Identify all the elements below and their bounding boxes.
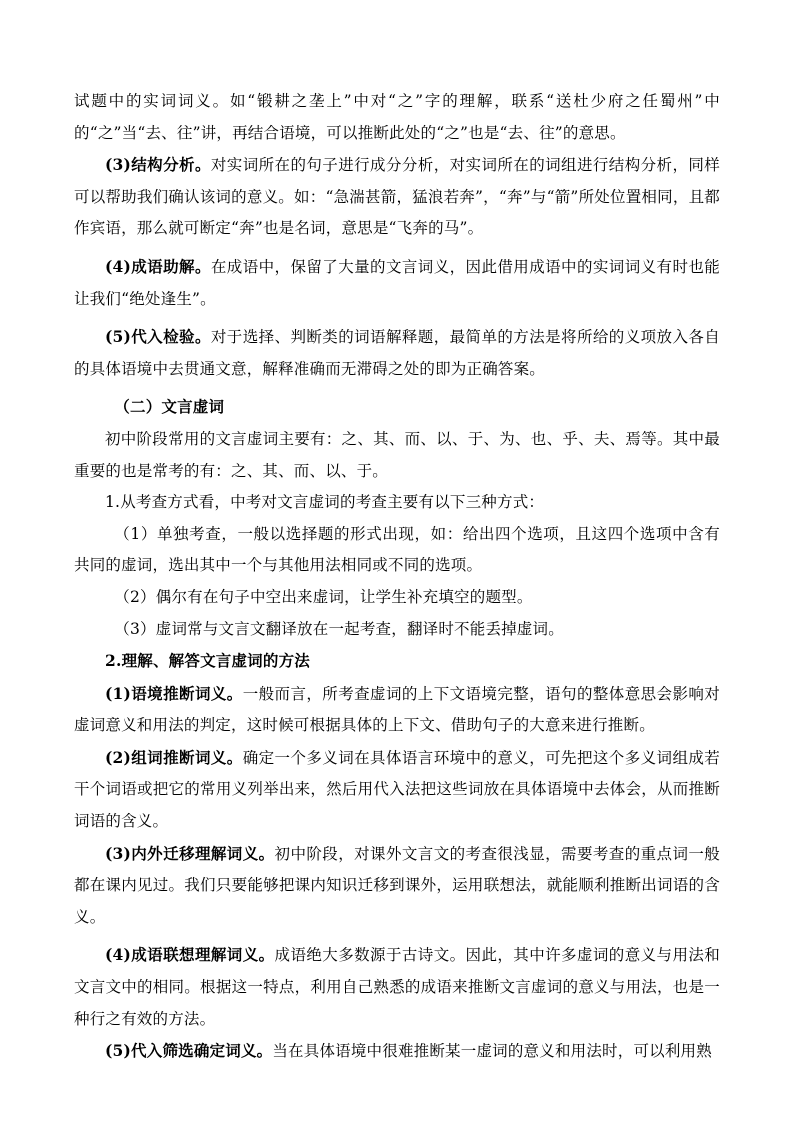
paragraph-text: 试题中的实词词义。如“锻耕之垄上”中对“之”字的理解，联系“送杜少府之任蜀州”中的“之”当“去、往”讲，再结合语境，可以推断此处的“之”也是“去、往”的意思。: [74, 92, 720, 142]
section-heading-understanding: [74, 645, 720, 678]
paragraph-exam-methods: [74, 487, 720, 519]
section-heading-text: （二）文言虚词: [114, 397, 225, 417]
section-heading-xuci: [74, 391, 720, 424]
paragraph-text: 当在具体语境中很难推断某一虚词的意义和用法时，可以利用熟: [272, 1042, 712, 1061]
paragraph-heading: (5)代入检验。: [105, 327, 211, 347]
list-item-text: （2）偶尔有在句子中空出来虚词，让学生补充填空的题型。: [114, 587, 533, 606]
paragraph-heading: (1)语境推断词义。: [105, 683, 243, 703]
list-item-method-3: [74, 614, 720, 646]
paragraph-idiom-help: [74, 251, 720, 315]
paragraph-word-formation: [74, 742, 720, 838]
paragraph-heading: (4)成语联想理解词义。: [105, 945, 275, 965]
paragraph-heading: (4)成语助解。: [105, 256, 211, 276]
paragraph-heading: (3)内外迁移理解词义。: [105, 843, 275, 863]
list-item-text: （3）虚词常与文言文翻译放在一起考查，翻译时不能丢掉虚词。: [114, 619, 564, 638]
paragraph-text: 在成语中，保留了大量的文言词义，因此借用成语中的实词词义有时也能让我们“绝处逢生”。: [74, 257, 720, 308]
paragraph-text: 初中阶段常用的文言虚词主要有：之、其、而、以、于、为、也、乎、夫、焉等。其中最重要的也是常考的有：之、其、而、以、于。: [74, 429, 720, 480]
paragraph-common-xuci: [74, 424, 720, 487]
paragraph-context-inference: [74, 678, 720, 742]
list-item-method-1: [74, 519, 720, 582]
paragraph-substitution-filter: [74, 1035, 720, 1068]
paragraph-text: 一般而言，所考查虚词的上下文语境完整，语句的整体意思会影响对虚词意义和用法的判定，这时候可根据具体的上下文、借助句子的大意来进行推断。: [74, 684, 721, 735]
paragraph-substitution-check: [74, 321, 720, 385]
list-item-text: （1）单独考查，一般以选择题的形式出现，如：给出四个选项，且这四个选项中含有共同的虚词，选出其中一个与其他用法相同或不同的选项。: [74, 524, 720, 575]
paragraph-transfer: [74, 838, 720, 934]
paragraph-text: 1.从考查方式看，中考对文言虚词的考查主要有以下三种方式：: [105, 493, 545, 512]
paragraph-text: 成语绝大多数源于古诗文。因此，其中许多虚词的意义与用法和文言文中的相同。根据这一特点，利用自己熟悉的成语来推断文言虚词的意义与用法，也是一种行之有效的方法。: [74, 946, 720, 1028]
section-heading-text: 2.理解、解答文言虚词的方法: [105, 651, 310, 671]
paragraph-text: 确定一个多义词在具体语言环境中的意义，可先把这个多义词组成若干个词语或把它的常用义列举出来，然后用代入法把这些词放在具体语境中去体会，从而推断词语的含义。: [74, 748, 721, 831]
paragraph-text: 对实词所在的句子进行成分分析，对实词所在的词组进行结构分析，同样可以帮助我们确认该词的意义。如：“急湍甚箭，猛浪若奔”，“奔”与“箭”所处位置相同，且都作宾语，那么就可断定“奔”也是名词，意思是“飞奔的马”。: [74, 156, 720, 238]
paragraph-idiom-association: [74, 939, 720, 1035]
paragraph-heading: (5)代入筛选确定词义。: [105, 1041, 273, 1061]
document-body: [74, 86, 720, 1068]
paragraph-shici-continued: [74, 86, 720, 149]
paragraph-heading: (2)组词推断词义。: [105, 747, 243, 767]
paragraph-structure-analysis: [74, 149, 720, 245]
paragraph-text: 初中阶段，对课外文言文的考查很浅显，需要考查的重点词一般都在课内见过。我们只要能够把课内知识迁移到课外，运用联想法，就能顺利推断出词语的含义。: [74, 844, 720, 926]
list-item-method-2: [74, 582, 720, 614]
paragraph-text: 对于选择、判断类的词语解释题，最简单的方法是将所给的义项放入各自的具体语境中去贯通文意，解释准确而无滞碍之处的即为正确答案。: [74, 328, 720, 378]
paragraph-heading: (3)结构分析。: [105, 155, 211, 175]
